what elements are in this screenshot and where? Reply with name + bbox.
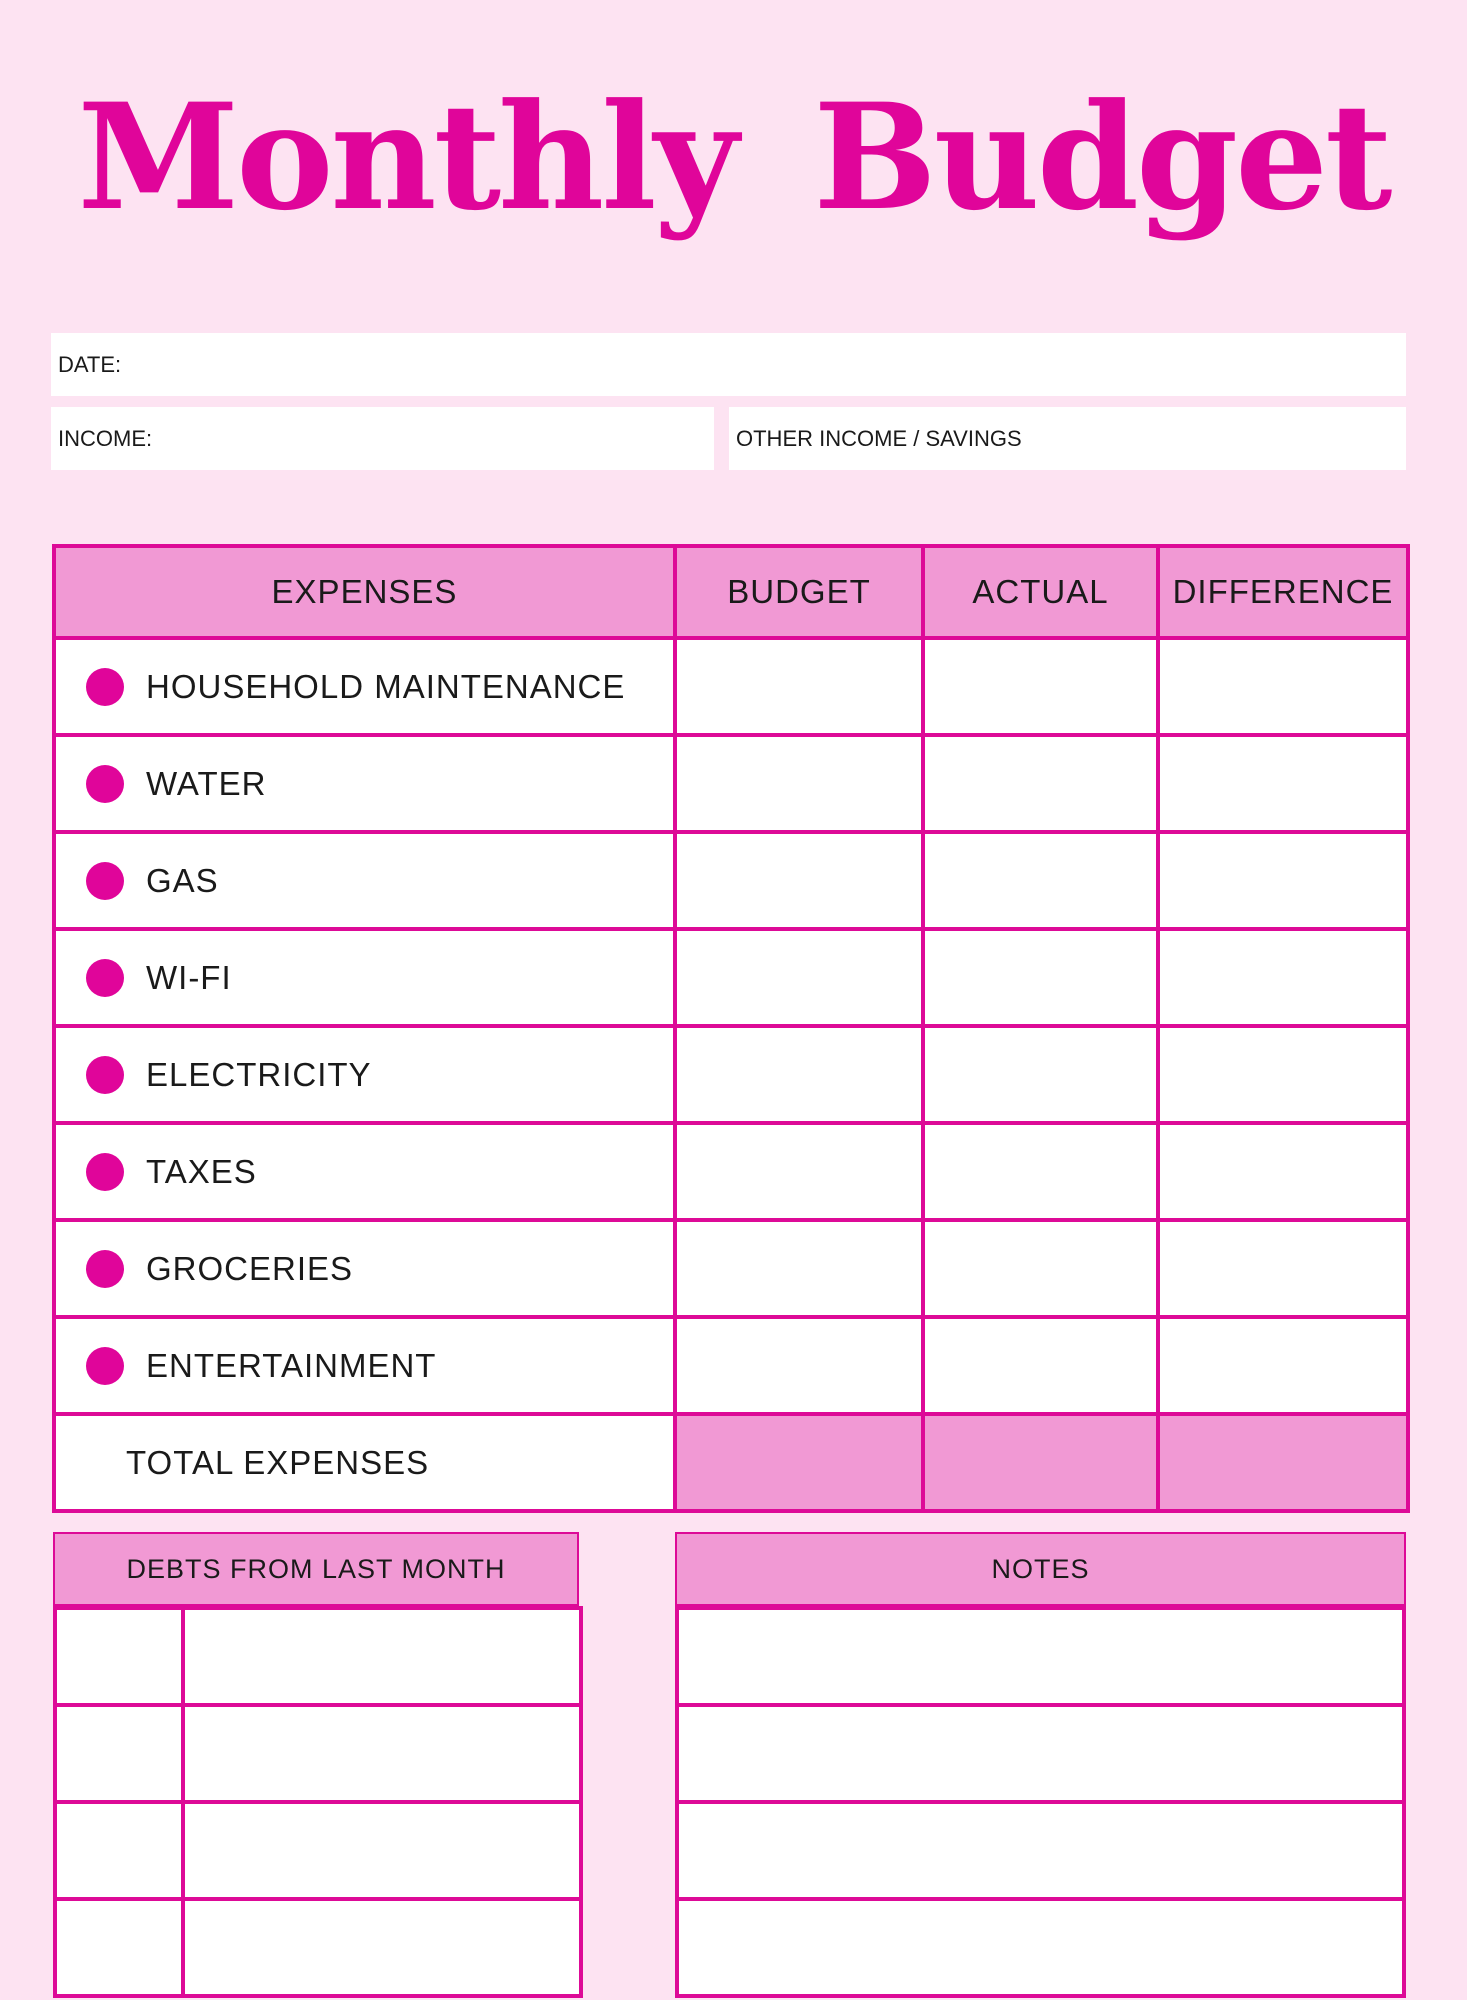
note-row — [677, 1608, 1404, 1705]
debt-row — [55, 1705, 581, 1802]
expense-row — [54, 1220, 1408, 1317]
header-budget: BUDGET — [675, 546, 923, 638]
difference-cell[interactable] — [1158, 1317, 1408, 1414]
expense-row — [54, 832, 1408, 929]
difference-cell[interactable] — [1158, 929, 1408, 1026]
income-field[interactable] — [51, 407, 714, 470]
expense-label — [56, 862, 673, 900]
date-field[interactable] — [51, 333, 1406, 396]
debt-row — [55, 1899, 581, 1996]
debts-table — [53, 1606, 583, 1998]
header-actual: ACTUAL — [923, 546, 1158, 638]
actual-cell[interactable] — [923, 1220, 1158, 1317]
header-difference: DIFFERENCE — [1158, 546, 1408, 638]
total-difference-cell[interactable] — [1158, 1414, 1408, 1511]
expenses-table — [52, 544, 1410, 1513]
bullet-icon — [86, 1056, 124, 1094]
budget-cell[interactable] — [675, 929, 923, 1026]
bullet-icon — [86, 862, 124, 900]
actual-cell[interactable] — [923, 929, 1158, 1026]
debt-description-cell[interactable] — [183, 1899, 581, 1996]
expense-label — [56, 1347, 673, 1385]
note-row — [677, 1802, 1404, 1899]
other-income-label: OTHER INCOME / SAVINGS — [736, 425, 1022, 451]
total-row — [54, 1414, 1408, 1511]
debt-amount-cell[interactable] — [55, 1705, 183, 1802]
date-label: DATE: — [58, 351, 122, 377]
difference-cell[interactable] — [1158, 1220, 1408, 1317]
notes-header: NOTES — [675, 1532, 1406, 1606]
debt-description-cell[interactable] — [183, 1608, 581, 1705]
expenses-header-row — [54, 546, 1408, 638]
expense-label-cell — [54, 832, 675, 929]
notes-box — [675, 1532, 1406, 1998]
expense-label — [56, 668, 673, 706]
expense-label-cell — [54, 1026, 675, 1123]
expense-label — [56, 765, 673, 803]
budget-cell[interactable] — [675, 1123, 923, 1220]
expense-row — [54, 1123, 1408, 1220]
expense-label-cell — [54, 1317, 675, 1414]
expense-name: WI-FI — [146, 958, 232, 996]
note-row — [677, 1899, 1404, 1996]
difference-cell[interactable] — [1158, 638, 1408, 735]
total-actual-cell[interactable] — [923, 1414, 1158, 1511]
expense-name: ELECTRICITY — [146, 1055, 372, 1093]
expense-row — [54, 929, 1408, 1026]
expense-name: GAS — [146, 861, 219, 899]
page-title: Monthly Budget — [77, 72, 1390, 243]
bullet-icon — [86, 1250, 124, 1288]
actual-cell[interactable] — [923, 1026, 1158, 1123]
budget-cell[interactable] — [675, 1317, 923, 1414]
income-label: INCOME: — [58, 425, 153, 451]
actual-cell[interactable] — [923, 832, 1158, 929]
budget-cell[interactable] — [675, 1220, 923, 1317]
actual-cell[interactable] — [923, 638, 1158, 735]
expense-row — [54, 735, 1408, 832]
difference-cell[interactable] — [1158, 735, 1408, 832]
note-line-cell[interactable] — [677, 1705, 1404, 1802]
expense-label-cell — [54, 735, 675, 832]
bullet-icon — [86, 1153, 124, 1191]
expense-label — [56, 1153, 673, 1191]
expense-row — [54, 1317, 1408, 1414]
budget-cell[interactable] — [675, 1026, 923, 1123]
expense-name: WATER — [146, 764, 267, 802]
note-line-cell[interactable] — [677, 1899, 1404, 1996]
notes-table — [675, 1606, 1406, 1998]
expense-row — [54, 638, 1408, 735]
debts-header: DEBTS FROM LAST MONTH — [53, 1532, 579, 1606]
total-expenses-label: TOTAL EXPENSES — [54, 1414, 675, 1511]
debt-description-cell[interactable] — [183, 1802, 581, 1899]
expense-label-cell — [54, 1123, 675, 1220]
debt-description-cell[interactable] — [183, 1705, 581, 1802]
difference-cell[interactable] — [1158, 832, 1408, 929]
other-income-field[interactable] — [729, 407, 1406, 470]
header-expenses: EXPENSES — [54, 546, 675, 638]
bullet-icon — [86, 668, 124, 706]
budget-cell[interactable] — [675, 638, 923, 735]
actual-cell[interactable] — [923, 1317, 1158, 1414]
actual-cell[interactable] — [923, 1123, 1158, 1220]
debt-row — [55, 1802, 581, 1899]
expense-label-cell — [54, 929, 675, 1026]
note-line-cell[interactable] — [677, 1608, 1404, 1705]
expense-name: HOUSEHOLD MAINTENANCE — [146, 667, 626, 705]
note-line-cell[interactable] — [677, 1802, 1404, 1899]
expense-label-cell — [54, 638, 675, 735]
bullet-icon — [86, 959, 124, 997]
expense-name: GROCERIES — [146, 1249, 354, 1287]
debt-amount-cell[interactable] — [55, 1802, 183, 1899]
bullet-icon — [86, 765, 124, 803]
expense-label — [56, 1056, 673, 1094]
expense-label — [56, 959, 673, 997]
difference-cell[interactable] — [1158, 1026, 1408, 1123]
expense-row — [54, 1026, 1408, 1123]
expense-name: TAXES — [146, 1152, 257, 1190]
difference-cell[interactable] — [1158, 1123, 1408, 1220]
debt-row — [55, 1608, 581, 1705]
expense-label — [56, 1250, 673, 1288]
debt-amount-cell[interactable] — [55, 1899, 183, 1996]
total-budget-cell[interactable] — [675, 1414, 923, 1511]
bullet-icon — [86, 1347, 124, 1385]
budget-cell[interactable] — [675, 735, 923, 832]
actual-cell[interactable] — [923, 735, 1158, 832]
debt-amount-cell[interactable] — [55, 1608, 183, 1705]
budget-cell[interactable] — [675, 832, 923, 929]
expense-name: ENTERTAINMENT — [146, 1346, 437, 1384]
note-row — [677, 1705, 1404, 1802]
expense-label-cell — [54, 1220, 675, 1317]
debts-box — [53, 1532, 579, 1998]
